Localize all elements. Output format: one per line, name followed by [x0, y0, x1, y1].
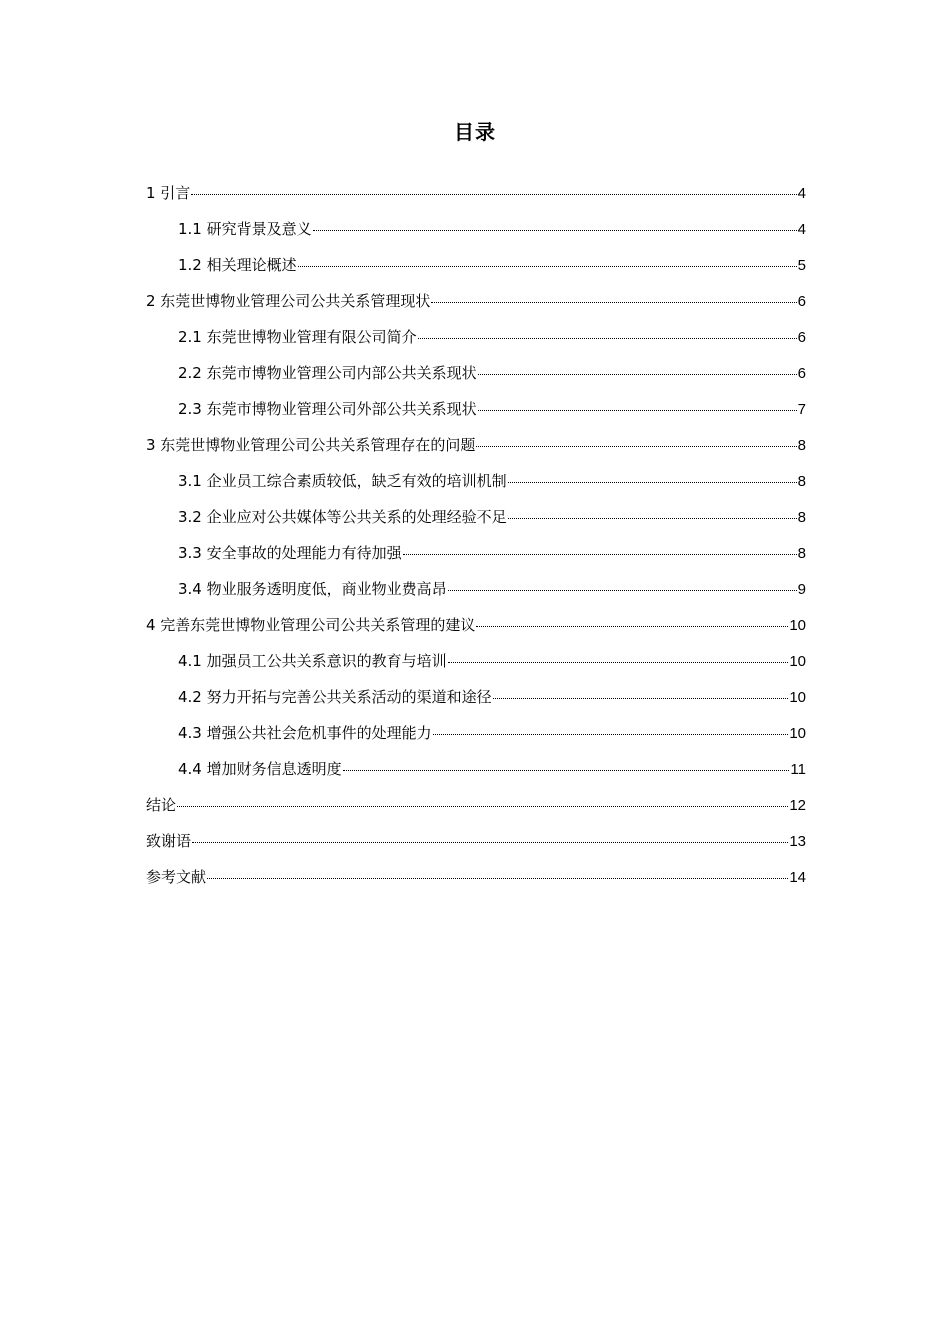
dot-leader — [508, 468, 797, 486]
toc-entry-title: 3 东莞世博物业管理公司公共关系管理存在的问题 — [146, 436, 476, 454]
toc-entry[interactable] — [146, 180, 806, 216]
toc-title: 目录 — [454, 120, 496, 144]
toc-entry-title: 1.2 相关理论概述 — [178, 256, 297, 274]
toc-entry-title: 4.2 努力开拓与完善公共关系活动的渠道和途径 — [178, 688, 492, 706]
dot-leader — [313, 216, 797, 234]
table-of-contents — [146, 180, 806, 900]
toc-entry-page-number: 7 — [797, 401, 806, 418]
toc-entry-page-number: 8 — [797, 473, 806, 490]
dot-leader — [476, 432, 796, 450]
dot-leader — [431, 288, 796, 306]
toc-entry-title: 4 完善东莞世博物业管理公司公共关系管理的建议 — [146, 616, 476, 634]
toc-entry-title: 3.4 物业服务透明度低，商业物业费高昂 — [178, 580, 447, 598]
dot-leader — [508, 504, 797, 522]
dot-leader — [177, 792, 788, 810]
toc-entry[interactable] — [146, 612, 806, 648]
toc-entry[interactable] — [146, 216, 806, 252]
toc-entry-page-number: 13 — [789, 833, 806, 850]
toc-entry-title: 致谢语 — [146, 832, 192, 850]
toc-entry-title: 3.3 安全事故的处理能力有待加强 — [178, 544, 402, 562]
toc-entry-page-number: 10 — [789, 653, 806, 670]
toc-entry[interactable] — [146, 540, 806, 576]
toc-entry[interactable] — [146, 864, 806, 900]
toc-entry[interactable] — [146, 288, 806, 324]
toc-entry-page-number: 14 — [789, 869, 806, 886]
toc-entry[interactable] — [146, 396, 806, 432]
toc-entry[interactable] — [146, 684, 806, 720]
toc-entry[interactable] — [146, 504, 806, 540]
toc-entry-page-number: 8 — [797, 437, 806, 454]
toc-entry[interactable] — [146, 468, 806, 504]
toc-entry-title: 2 东莞世博物业管理公司公共关系管理现状 — [146, 292, 431, 310]
toc-entry-title: 参考文献 — [146, 868, 207, 886]
toc-entry-page-number: 8 — [797, 545, 806, 562]
dot-leader — [448, 576, 797, 594]
toc-entry-title: 2.2 东莞市博物业管理公司内部公共关系现状 — [178, 364, 477, 382]
toc-entry-title: 3.2 企业应对公共媒体等公共关系的处理经验不足 — [178, 508, 507, 526]
toc-entry-page-number: 6 — [797, 329, 806, 346]
toc-entry-title: 1 引言 — [146, 184, 191, 202]
dot-leader — [191, 180, 796, 198]
toc-entry-title: 1.1 研究背景及意义 — [178, 220, 312, 238]
toc-entry-page-number: 4 — [797, 221, 806, 238]
toc-entry[interactable] — [146, 252, 806, 288]
dot-leader — [478, 396, 797, 414]
toc-entry-page-number: 9 — [797, 581, 806, 598]
toc-entry-title: 3.1 企业员工综合素质较低，缺乏有效的培训机制 — [178, 472, 507, 490]
toc-entry-page-number: 10 — [789, 725, 806, 742]
toc-entry-page-number: 4 — [797, 185, 806, 202]
toc-entry-title: 结论 — [146, 796, 177, 814]
toc-entry[interactable] — [146, 360, 806, 396]
dot-leader — [493, 684, 789, 702]
dot-leader — [418, 324, 797, 342]
dot-leader — [207, 864, 788, 882]
toc-entry[interactable] — [146, 576, 806, 612]
toc-entry-title: 4.1 加强员工公共关系意识的教育与培训 — [178, 652, 447, 670]
toc-entry-page-number: 8 — [797, 509, 806, 526]
dot-leader — [192, 828, 788, 846]
toc-entry[interactable] — [146, 828, 806, 864]
toc-entry-title: 2.1 东莞世博物业管理有限公司简介 — [178, 328, 417, 346]
toc-entry[interactable] — [146, 720, 806, 756]
dot-leader — [298, 252, 797, 270]
toc-entry-page-number: 11 — [790, 761, 806, 778]
dot-leader — [476, 612, 788, 630]
dot-leader — [448, 648, 789, 666]
toc-entry-page-number: 6 — [797, 365, 806, 382]
dot-leader — [478, 360, 797, 378]
toc-entry-page-number: 10 — [789, 617, 806, 634]
toc-entry-page-number: 12 — [789, 797, 806, 814]
toc-entry[interactable] — [146, 756, 806, 792]
toc-entry[interactable] — [146, 432, 806, 468]
toc-entry[interactable] — [146, 324, 806, 360]
toc-entry-title: 4.4 增加财务信息透明度 — [178, 760, 342, 778]
toc-entry[interactable] — [146, 648, 806, 684]
toc-entry-title: 2.3 东莞市博物业管理公司外部公共关系现状 — [178, 400, 477, 418]
dot-leader — [343, 756, 790, 774]
toc-entry-page-number: 5 — [797, 257, 806, 274]
toc-entry-title: 4.3 增强公共社会危机事件的处理能力 — [178, 724, 432, 742]
toc-entry[interactable] — [146, 792, 806, 828]
toc-entry-page-number: 10 — [789, 689, 806, 706]
dot-leader — [433, 720, 789, 738]
dot-leader — [403, 540, 797, 558]
toc-entry-page-number: 6 — [797, 293, 806, 310]
